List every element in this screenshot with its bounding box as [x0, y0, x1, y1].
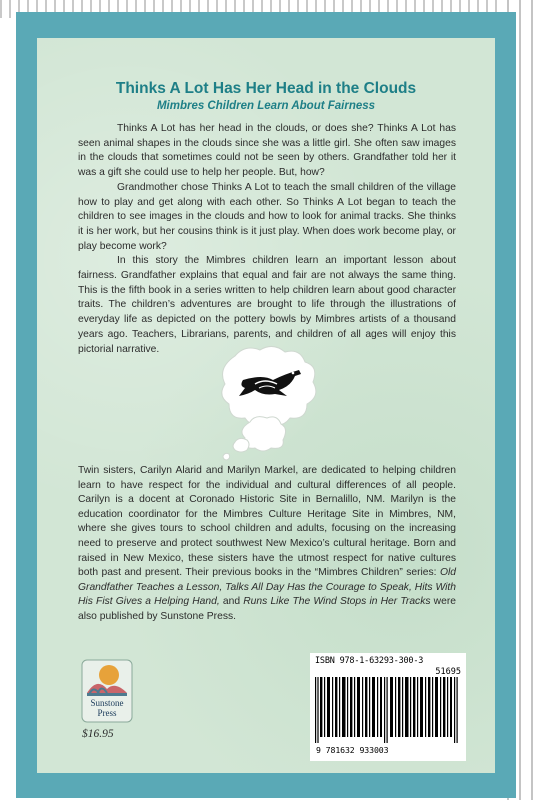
book-price: $16.95 — [82, 728, 114, 740]
authors-bio-intro: Twin sisters, Carilyn Alarid and Marilyn Markel, are dedicated to helping children learn to have respect for the individual and cultural differences of all people. Carilyn is a docent at Coronado Historic Site in Bernalillo, NM. Marilyn is the education coordinator for the Mimbres Culture Heritage Site in Mimbres, NM, where she gives tours to school children and adults, focusing on the increasing need to preserve and protect southwest New Mexico’s cultural heritage. Born and raised in New Mexico, these sisters have the utmost respect for native cultures both past and present. Their previous books in the “Mimbres Children” series: — [78, 465, 456, 579]
description-paragraph: Grandmother chose Thinks A Lot to teach the small children of the village how to play and get along with each other. So Thinks A Lot began to teach the children to see images in the clouds and how to look for animal tracks. She thinks it is her work, but her cousins think is it just play. When does work become play, or play become work? — [78, 181, 456, 252]
back-cover-panel — [37, 38, 495, 773]
description-paragraph: In this story the Mimbres children learn an important lesson about fairness. Grandfather explains that equal and fair are not always the same thing. This is the fifth book in a series written to help children learn about good character traits. The children’s adventures are brought to life through the illustrations of everyday life as depicted on the pottery bowls by Mimbres artists of a thousand years ago. Teachers, Librarians, parents, and children of all ages will enjoy this pictorial narrative. — [78, 255, 456, 355]
isbn-label: ISBN 978-1-63293-300-3 — [315, 656, 424, 666]
book-title: Thinks A Lot Has Her Head in the Clouds — [115, 80, 417, 97]
isbn-number: 9 781632 933003 — [316, 745, 389, 755]
isbn-barcode — [310, 653, 466, 761]
authors-bio-outro: were also published by Sunstone Press. — [78, 596, 456, 622]
authors-bio-and: and — [219, 596, 244, 608]
publisher-name-line2: Press — [97, 708, 117, 718]
book-subtitle: Mimbres Children Learn About Fairness — [156, 100, 376, 112]
series-last-title: Runs Like The Wind Stops in Her Tracks — [243, 596, 431, 608]
price-code: 51695 — [435, 667, 461, 677]
publisher-name-line1: Sunstone — [90, 698, 124, 708]
description-paragraph: Thinks A Lot has her head in the clouds, or does she? Thinks A Lot has seen animal shapes in the clouds since she was a little girl. She often saw images in the clouds that sometimes could not be seen by others. Grandfather told her it was a gift she could use to help her people. But, how? — [78, 123, 456, 179]
authors-bio — [78, 464, 456, 625]
bird-on-cloud-icon — [215, 344, 325, 464]
publisher-name — [81, 698, 133, 718]
book-description — [78, 122, 456, 357]
series-titles: Old Grandfather Teaches a Lesson, Talks All Day Has the Courage to Speak, Hits With His Fist Gives a Helping Hand, — [78, 567, 456, 608]
barcode-bars — [315, 677, 461, 743]
